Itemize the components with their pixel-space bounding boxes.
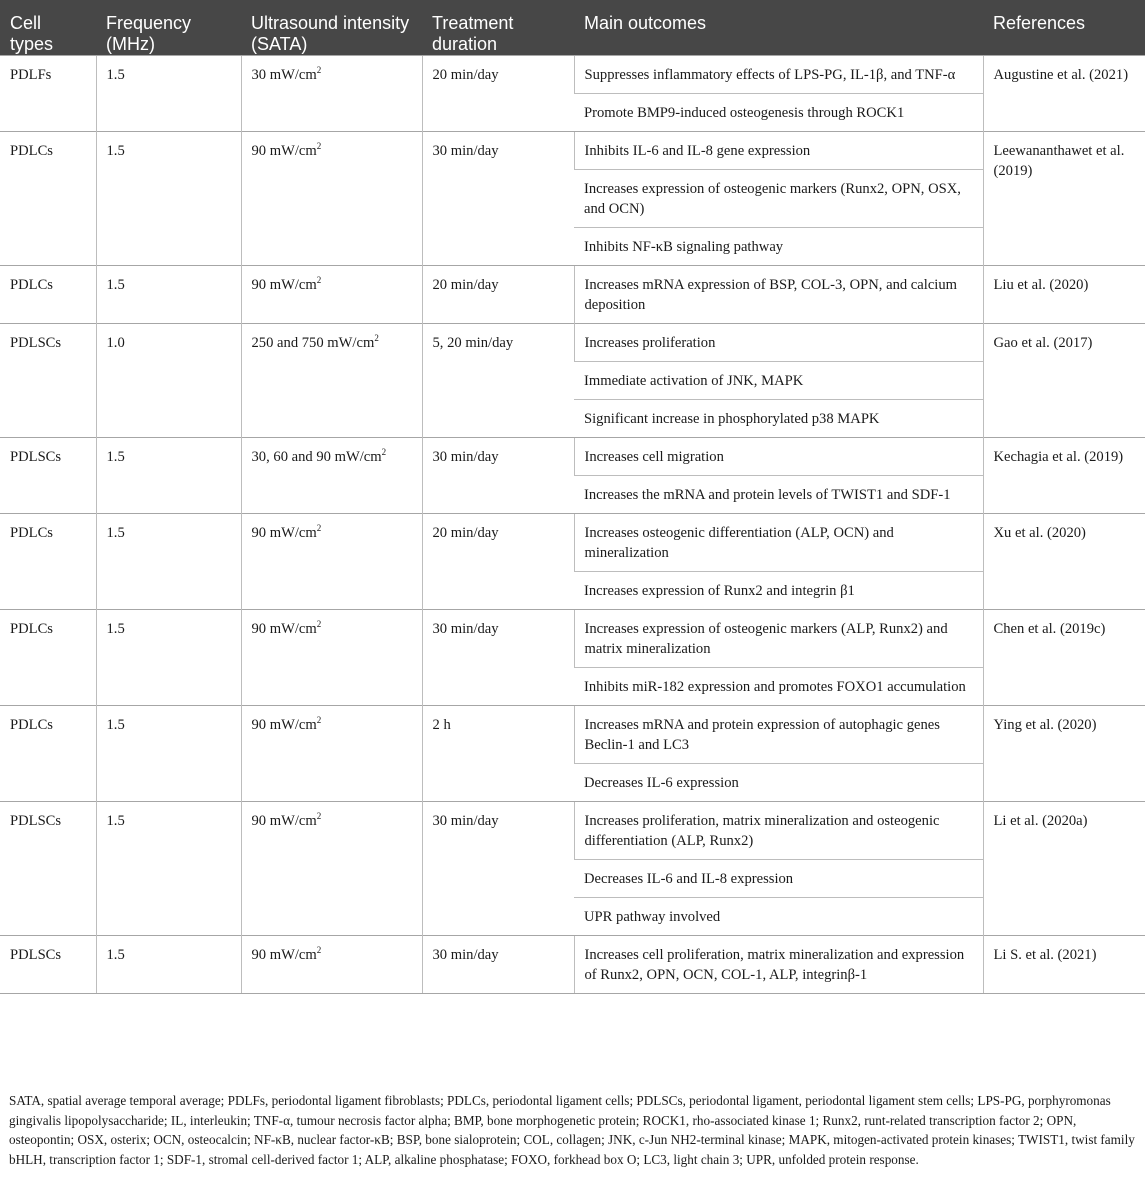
frequency: 1.5 [96, 266, 241, 324]
table-row [0, 802, 1145, 860]
unit-superscript: 2 [381, 447, 387, 458]
reference: Li S. et al. (2021) [983, 936, 1145, 994]
main-outcome: Increases osteogenic differentiation (ALP, OCN) and mineralization [574, 514, 983, 572]
table-row [0, 936, 1145, 994]
unit-superscript: 2 [316, 523, 322, 534]
intensity: 90 $mW/cm^2$ [241, 514, 422, 610]
main-outcome: Increases mRNA expression of BSP, COL-3, OPN, and calcium deposition [574, 266, 983, 324]
main-outcome: Suppresses inflammatory effects of LPS-PG, IL-1β, and TNF-α [574, 56, 983, 94]
reference: Leewananthawet et al. (2019) [983, 132, 1145, 266]
header-cell-types: Cell types [0, 0, 96, 56]
unit-superscript: 2 [316, 275, 322, 286]
intensity: 30 $mW/cm^2$ [241, 56, 422, 132]
reference: Ying et al. (2020) [983, 706, 1145, 802]
table-row [0, 266, 1145, 324]
header-duration: Treatment duration [422, 0, 574, 56]
duration: 30 min/day [422, 438, 574, 514]
main-outcome: Increases the mRNA and protein levels of TWIST1 and SDF-1 [574, 476, 983, 514]
intensity: 90 $mW/cm^2$ [241, 610, 422, 706]
frequency: 1.5 [96, 438, 241, 514]
frequency: 1.5 [96, 802, 241, 936]
table-body [0, 56, 1145, 994]
main-outcome: Increases proliferation, matrix mineralization and osteogenic differentiation (ALP, Runx2) [574, 802, 983, 860]
cell-type: PDLSCs [0, 438, 96, 514]
main-outcome: Increases cell migration [574, 438, 983, 476]
intensity: 90 $mW/cm^2$ [241, 936, 422, 994]
intensity: 90 $mW/cm^2$ [241, 266, 422, 324]
cell-type: PDLCs [0, 514, 96, 610]
intensity: 90 $mW/cm^2$ [241, 132, 422, 266]
frequency: 1.5 [96, 936, 241, 994]
cell-type: PDLCs [0, 132, 96, 266]
unit-superscript: 2 [316, 65, 322, 76]
cell-type: PDLCs [0, 266, 96, 324]
frequency: 1.0 [96, 324, 241, 438]
main-outcome: Decreases IL-6 and IL-8 expression [574, 860, 983, 898]
duration: 30 min/day [422, 132, 574, 266]
reference: Gao et al. (2017) [983, 324, 1145, 438]
table-header [0, 0, 1145, 56]
cell-type: PDLFs [0, 56, 96, 132]
main-outcome: Inhibits miR-182 expression and promotes FOXO1 accumulation [574, 668, 983, 706]
frequency: 1.5 [96, 56, 241, 132]
cell-type: PDLCs [0, 706, 96, 802]
table-row [0, 438, 1145, 476]
frequency: 1.5 [96, 514, 241, 610]
header-intensity: Ultrasound intensity (SATA) [241, 0, 422, 56]
reference: Augustine et al. (2021) [983, 56, 1145, 132]
header-references: References [983, 0, 1145, 56]
duration: 30 min/day [422, 936, 574, 994]
duration: 20 min/day [422, 266, 574, 324]
reference: Li et al. (2020a) [983, 802, 1145, 936]
table-row [0, 324, 1145, 362]
unit-superscript: 2 [316, 619, 322, 630]
intensity: 30, 60 and 90 $mW/cm^2$ [241, 438, 422, 514]
unit-superscript: 2 [316, 811, 322, 822]
cell-type: PDLCs [0, 610, 96, 706]
cell-type: PDLSCs [0, 802, 96, 936]
table-row [0, 56, 1145, 94]
cell-type: PDLSCs [0, 936, 96, 994]
main-outcome: Promote BMP9-induced osteogenesis through ROCK1 [574, 94, 983, 132]
reference: Liu et al. (2020) [983, 266, 1145, 324]
main-outcome: Immediate activation of JNK, MAPK [574, 362, 983, 400]
header-outcomes: Main outcomes [574, 0, 983, 56]
duration: 5, 20 min/day [422, 324, 574, 438]
intensity: 90 $mW/cm^2$ [241, 706, 422, 802]
main-outcome: Increases expression of osteogenic markers (Runx2, OPN, OSX, and OCN) [574, 170, 983, 228]
table-footnote: SATA, spatial average temporal average; PDLFs, periodontal ligament fibroblasts; PDLCs, periodontal ligament cells; PDLSCs, periodontal ligament, periodontal ligament stem cells; LPS-PG, porphyromonas gingivalis lipopolysaccharide; IL, interleukin; TNF-α, tumour necrosis factor alpha; BMP, bone morphogenetic protein; ROCK1, rho-associated kinase 1; Runx2, runt-related transcription factor 2; OPN, osteopontin; OSX, osterix; OCN, osteocalcin; NF-κB, nuclear factor-κB; BSP, bone sialoprotein; COL, collagen; JNK, c-Jun NH2-terminal kinase; MAPK, mitogen-activated protein kinases; TWIST1, twist family bHLH, transcription factor 1; SDF-1, stromal cell-derived factor 1; ALP, alkaline phosphatase; FOXO, forkhead box O; LC3, light chain 3; UPR, unfolded protein response. [9, 1093, 1135, 1167]
duration: 20 min/day [422, 56, 574, 132]
duration: 30 min/day [422, 610, 574, 706]
intensity: 250 and 750 $mW/cm^2$ [241, 324, 422, 438]
unit-superscript: 2 [374, 333, 379, 344]
header-frequency: Frequency (MHz) [96, 0, 241, 56]
reference: Kechagia et al. (2019) [983, 438, 1145, 514]
table-row [0, 132, 1145, 170]
unit-superscript: 2 [316, 945, 322, 956]
main-outcome: Inhibits IL-6 and IL-8 gene expression [574, 132, 983, 170]
cell-type: PDLSCs [0, 324, 96, 438]
main-outcome: Increases mRNA and protein expression of autophagic genes Beclin-1 and LC3 [574, 706, 983, 764]
main-outcome: Decreases IL-6 expression [574, 764, 983, 802]
frequency: 1.5 [96, 132, 241, 266]
reference: Xu et al. (2020) [983, 514, 1145, 610]
duration: 30 min/day [422, 802, 574, 936]
duration: 2 h [422, 706, 574, 802]
reference: Chen et al. (2019c) [983, 610, 1145, 706]
main-outcome: Increases expression of Runx2 and integrin β1 [574, 572, 983, 610]
main-outcome: Increases expression of osteogenic markers (ALP, Runx2) and matrix mineralization [574, 610, 983, 668]
main-outcome: Significant increase in phosphorylated p38 MAPK [574, 400, 983, 438]
table-row [0, 610, 1145, 668]
unit-superscript: 2 [316, 141, 322, 152]
frequency: 1.5 [96, 610, 241, 706]
main-outcome: UPR pathway involved [574, 898, 983, 936]
table-row [0, 706, 1145, 764]
main-outcome: Inhibits NF-κB signaling pathway [574, 228, 983, 266]
main-outcome: Increases cell proliferation, matrix mineralization and expression of Runx2, OPN, OCN, COL-1, ALP, integrinβ-1 [574, 936, 983, 994]
unit-superscript: 2 [316, 715, 322, 726]
frequency: 1.5 [96, 706, 241, 802]
table-row [0, 514, 1145, 572]
duration: 20 min/day [422, 514, 574, 610]
intensity: 90 $mW/cm^2$ [241, 802, 422, 936]
main-outcome: Increases proliferation [574, 324, 983, 362]
